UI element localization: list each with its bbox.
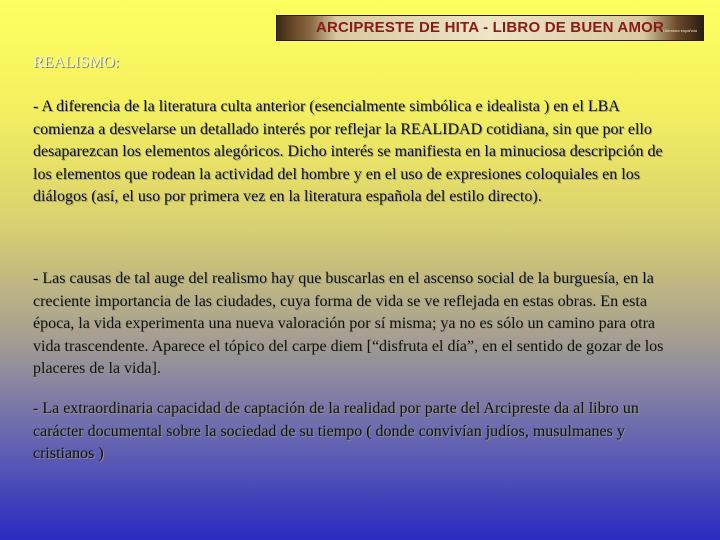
paragraph-1: - A diferencia de la literatura culta anterior (esencialmente simbólica e idealista ) en el LBA comienza a desvelarse un detallado interés por reflejar la REALIDAD cotidiana, sin que por ello desaparezcan los elementos alegóricos. Dicho interés se manifiesta en la minuciosa descripción de los elementos que rodean la actividad del hombre y en el uso de expresiones coloquiales en los diálogos (así, el uso por primera vez en la literatura española del estilo directo). (33, 98, 663, 205)
banner-title: ARCIPRESTE DE HITA - LIBRO DE BUEN AMOR (315, 19, 665, 36)
paragraph-2: - Las causas de tal auge del realismo hay que buscarlas en el ascenso social de la burguesía, en la creciente importancia de las ciudades, cuya forma de vida se ve reflejada en estas obras. En esta época, la vida experimenta una nueva valoración por sí misma; ya no es sólo un camino para otra vida trascendente. Aparece el tópico del carpe diem [“disfruta el día”, en el sentido de gozar de los placeres de la vida]. (33, 270, 664, 377)
banner-small-text: Literatura española (662, 28, 697, 33)
paragraph-3: - La extraordinaria capacidad de captación de la realidad por parte del Arcipreste da al libro un carácter documental sobre la sociedad de su tiempo ( donde convivían judíos, musulmanes y cristianos ) (33, 400, 639, 462)
section-heading: REALISMO: (33, 54, 120, 71)
title-banner (276, 15, 704, 41)
